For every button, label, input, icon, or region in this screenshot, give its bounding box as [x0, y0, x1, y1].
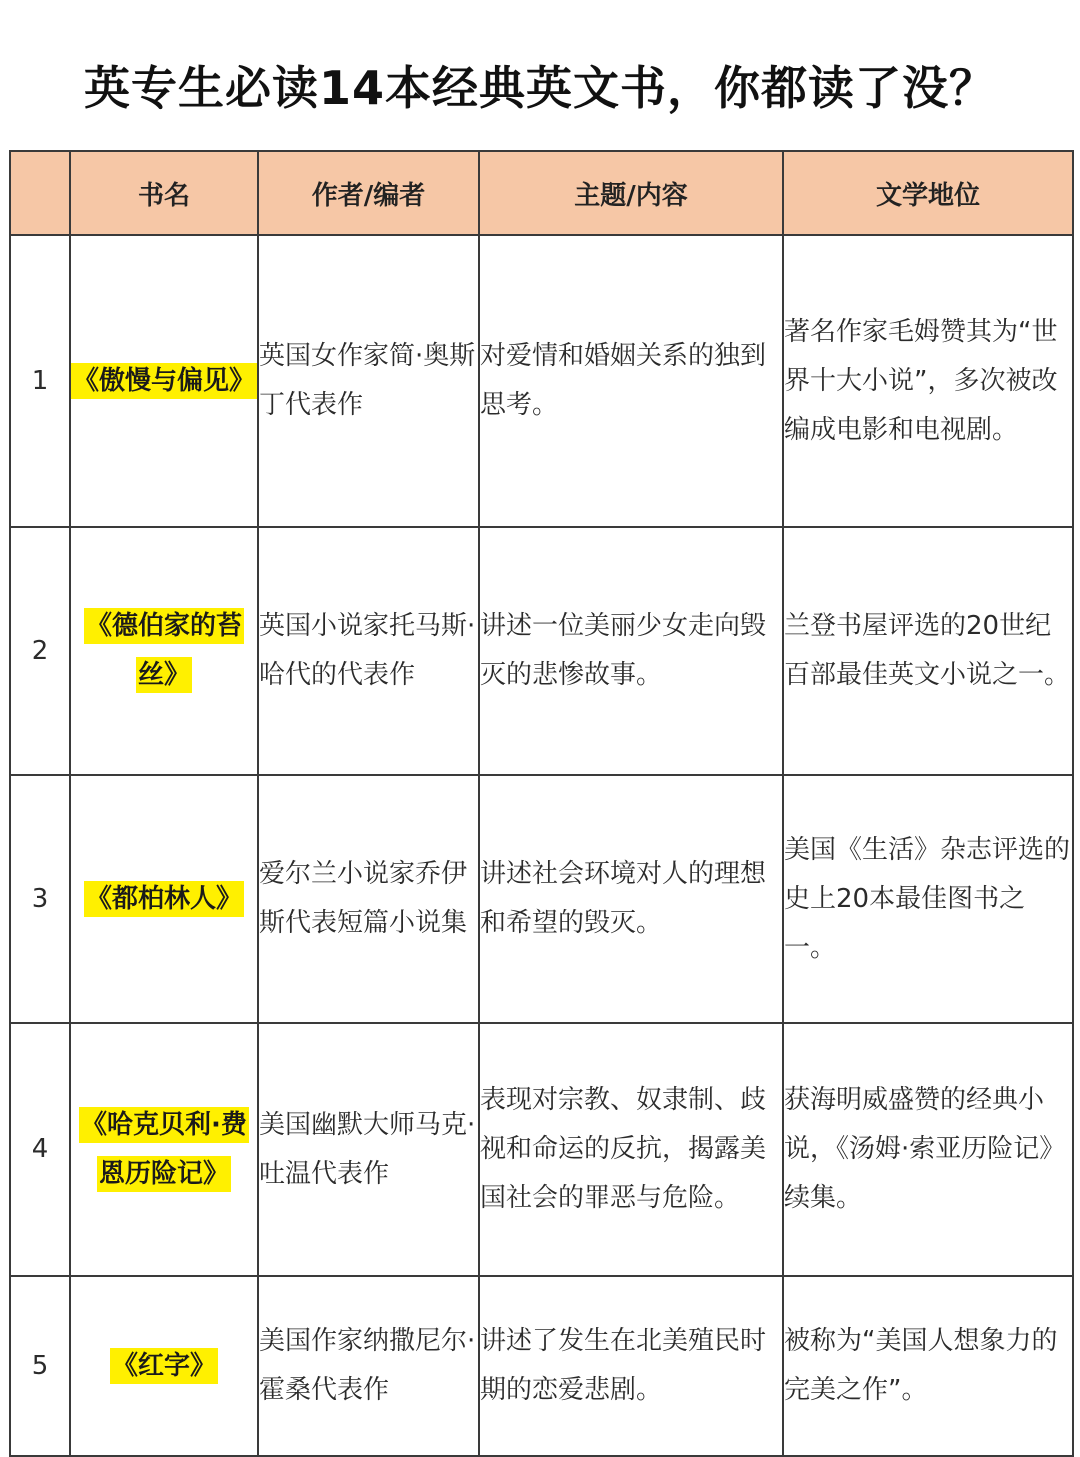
book-theme: 讲述了发生在北美殖民时期的恋爱悲剧。 — [479, 1276, 783, 1456]
row-index: 3 — [10, 775, 70, 1023]
table-row — [10, 235, 1073, 527]
book-title: 《哈克贝利·费恩历险记》 — [79, 1107, 249, 1192]
table-row — [10, 527, 1073, 775]
book-title-cell — [70, 235, 258, 527]
row-index: 4 — [10, 1023, 70, 1276]
book-theme: 讲述一位美丽少女走向毁灭的悲惨故事。 — [479, 527, 783, 775]
table-header-row — [10, 151, 1073, 235]
header-theme: 主题/内容 — [479, 151, 783, 235]
page-title: 英专生必读14本经典英文书，你都读了没？ — [83, 61, 996, 115]
book-author: 美国作家纳撒尼尔·霍桑代表作 — [258, 1276, 479, 1456]
book-status: 美国《生活》杂志评选的史上20本最佳图书之一。 — [783, 775, 1073, 1023]
book-title-cell — [70, 1276, 258, 1456]
books-table — [9, 150, 1074, 1457]
header-title: 书名 — [70, 151, 258, 235]
book-title: 《德伯家的苔丝》 — [84, 608, 244, 693]
row-index: 2 — [10, 527, 70, 775]
book-status: 获海明威盛赞的经典小说，《汤姆·索亚历险记》续集。 — [783, 1023, 1073, 1276]
book-status: 著名作家毛姆赞其为“世界十大小说”，多次被改编成电影和电视剧。 — [783, 235, 1073, 527]
row-index: 5 — [10, 1276, 70, 1456]
book-title: 《都柏林人》 — [84, 881, 244, 917]
header-status: 文学地位 — [783, 151, 1073, 235]
book-title-cell — [70, 1023, 258, 1276]
table-row — [10, 1023, 1073, 1276]
book-status: 被称为“美国人想象力的完美之作”。 — [783, 1276, 1073, 1456]
row-index: 1 — [10, 235, 70, 527]
header-author: 作者/编者 — [258, 151, 479, 235]
book-theme: 对爱情和婚姻关系的独到思考。 — [479, 235, 783, 527]
book-author: 爱尔兰小说家乔伊斯代表短篇小说集 — [258, 775, 479, 1023]
book-author: 美国幽默大师马克·吐温代表作 — [258, 1023, 479, 1276]
book-theme: 讲述社会环境对人的理想和希望的毁灭。 — [479, 775, 783, 1023]
book-author: 英国女作家简·奥斯丁代表作 — [258, 235, 479, 527]
book-title: 《红字》 — [110, 1348, 218, 1384]
book-status: 兰登书屋评选的20世纪百部最佳英文小说之一。 — [783, 527, 1073, 775]
book-title-cell — [70, 527, 258, 775]
book-theme: 表现对宗教、奴隶制、歧视和命运的反抗，揭露美国社会的罪恶与危险。 — [479, 1023, 783, 1276]
table-row — [10, 1276, 1073, 1456]
book-title-cell — [70, 775, 258, 1023]
header-index — [10, 151, 70, 235]
table-row — [10, 775, 1073, 1023]
book-title: 《傲慢与偏见》 — [71, 363, 257, 399]
book-author: 英国小说家托马斯·哈代的代表作 — [258, 527, 479, 775]
